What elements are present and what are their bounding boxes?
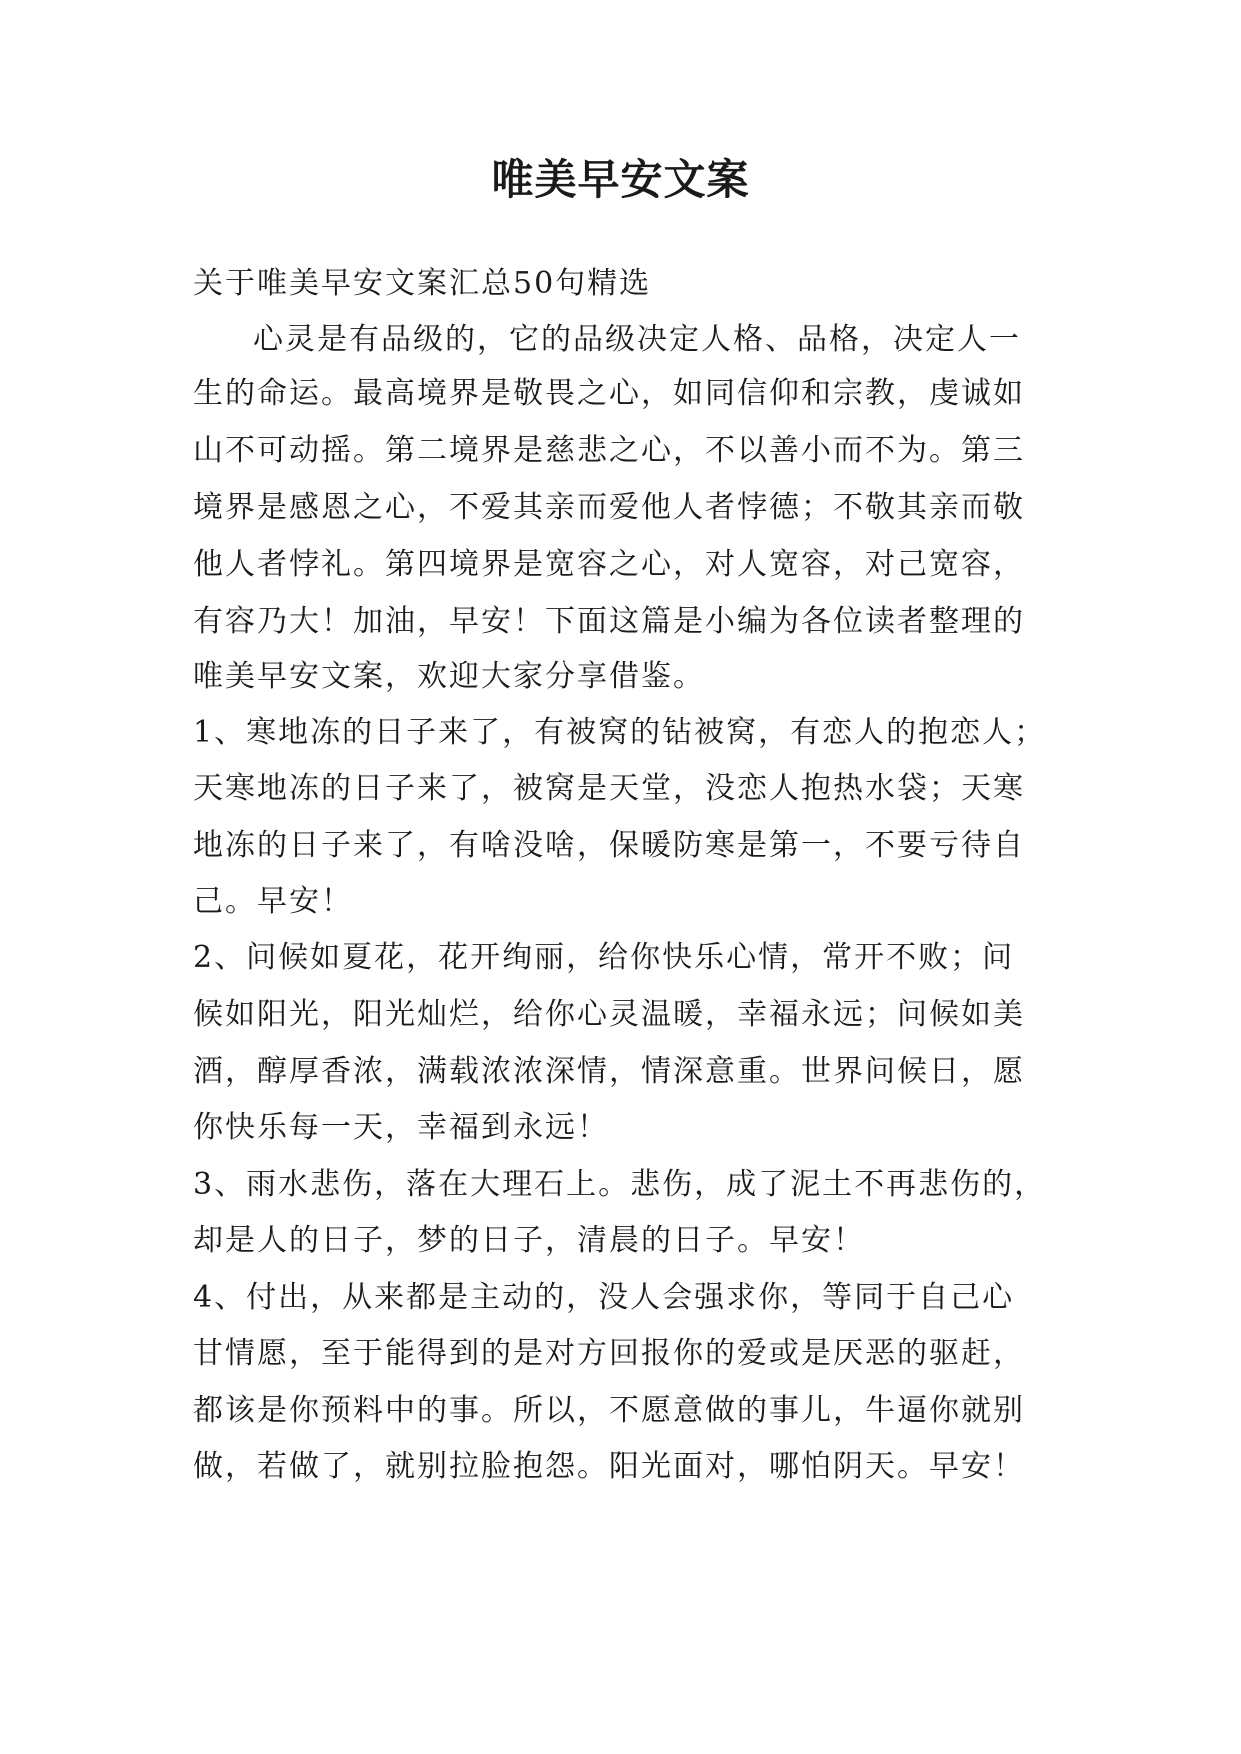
item-line: 你快乐每一天，幸福到永远！	[193, 1110, 609, 1145]
item-line: 候如阳光，阳光灿烂，给你心灵温暖，幸福永远；问候如美	[193, 997, 1025, 1032]
item-line: 2、问候如夏花，花开绚丽，给你快乐心情，常开不败；问	[193, 940, 1015, 975]
intro-line: 他人者悖礼。第四境界是宽容之心，对人宽容，对己宽容，	[193, 547, 1025, 582]
item-line: 都该是你预料中的事。所以，不愿意做的事儿，牛逼你就别	[193, 1393, 1025, 1428]
item-line: 甘情愿，至于能得到的是对方回报你的爱或是厌恶的驱赶，	[193, 1336, 1025, 1371]
document-title: 唯美早安文案	[491, 155, 750, 204]
intro-line: 有容乃大！加油，早安！下面这篇是小编为各位读者整理的	[193, 604, 1025, 639]
item-line: 己。早安！	[193, 884, 353, 919]
item-line: 3、雨水悲伤，落在大理石上。悲伤，成了泥土不再悲伤的，	[193, 1167, 1047, 1202]
intro-line: 境界是感恩之心，不爱其亲而爱他人者悖德；不敬其亲而敬	[193, 490, 1025, 525]
item-line: 4、付出，从来都是主动的，没人会强求你，等同于自己心	[193, 1280, 1015, 1315]
item-line: 1、寒地冻的日子来了，有被窝的钻被窝，有恋人的抱恋人；	[193, 715, 1047, 750]
item-line: 却是人的日子，梦的日子，清晨的日子。早安！	[193, 1223, 865, 1258]
intro-line: 心灵是有品级的，它的品级决定人格、品格，决定人一	[253, 322, 1021, 357]
intro-line: 唯美早安文案，欢迎大家分享借鉴。	[193, 659, 705, 694]
item-line: 天寒地冻的日子来了，被窝是天堂，没恋人抱热水袋；天寒	[193, 771, 1025, 806]
intro-line: 生的命运。最高境界是敬畏之心，如同信仰和宗教，虔诚如	[193, 376, 1025, 411]
item-line: 做，若做了，就别拉脸抱怨。阳光面对，哪怕阴天。早安！	[193, 1449, 1025, 1484]
item-line: 酒，醇厚香浓，满载浓浓深情，情深意重。世界问候日，愿	[193, 1054, 1025, 1089]
subtitle-line: 关于唯美早安文案汇总50句精选	[193, 266, 652, 301]
item-line: 地冻的日子来了，有啥没啥，保暖防寒是第一，不要亏待自	[193, 828, 1025, 863]
intro-line: 山不可动摇。第二境界是慈悲之心，不以善小而不为。第三	[193, 433, 1025, 468]
